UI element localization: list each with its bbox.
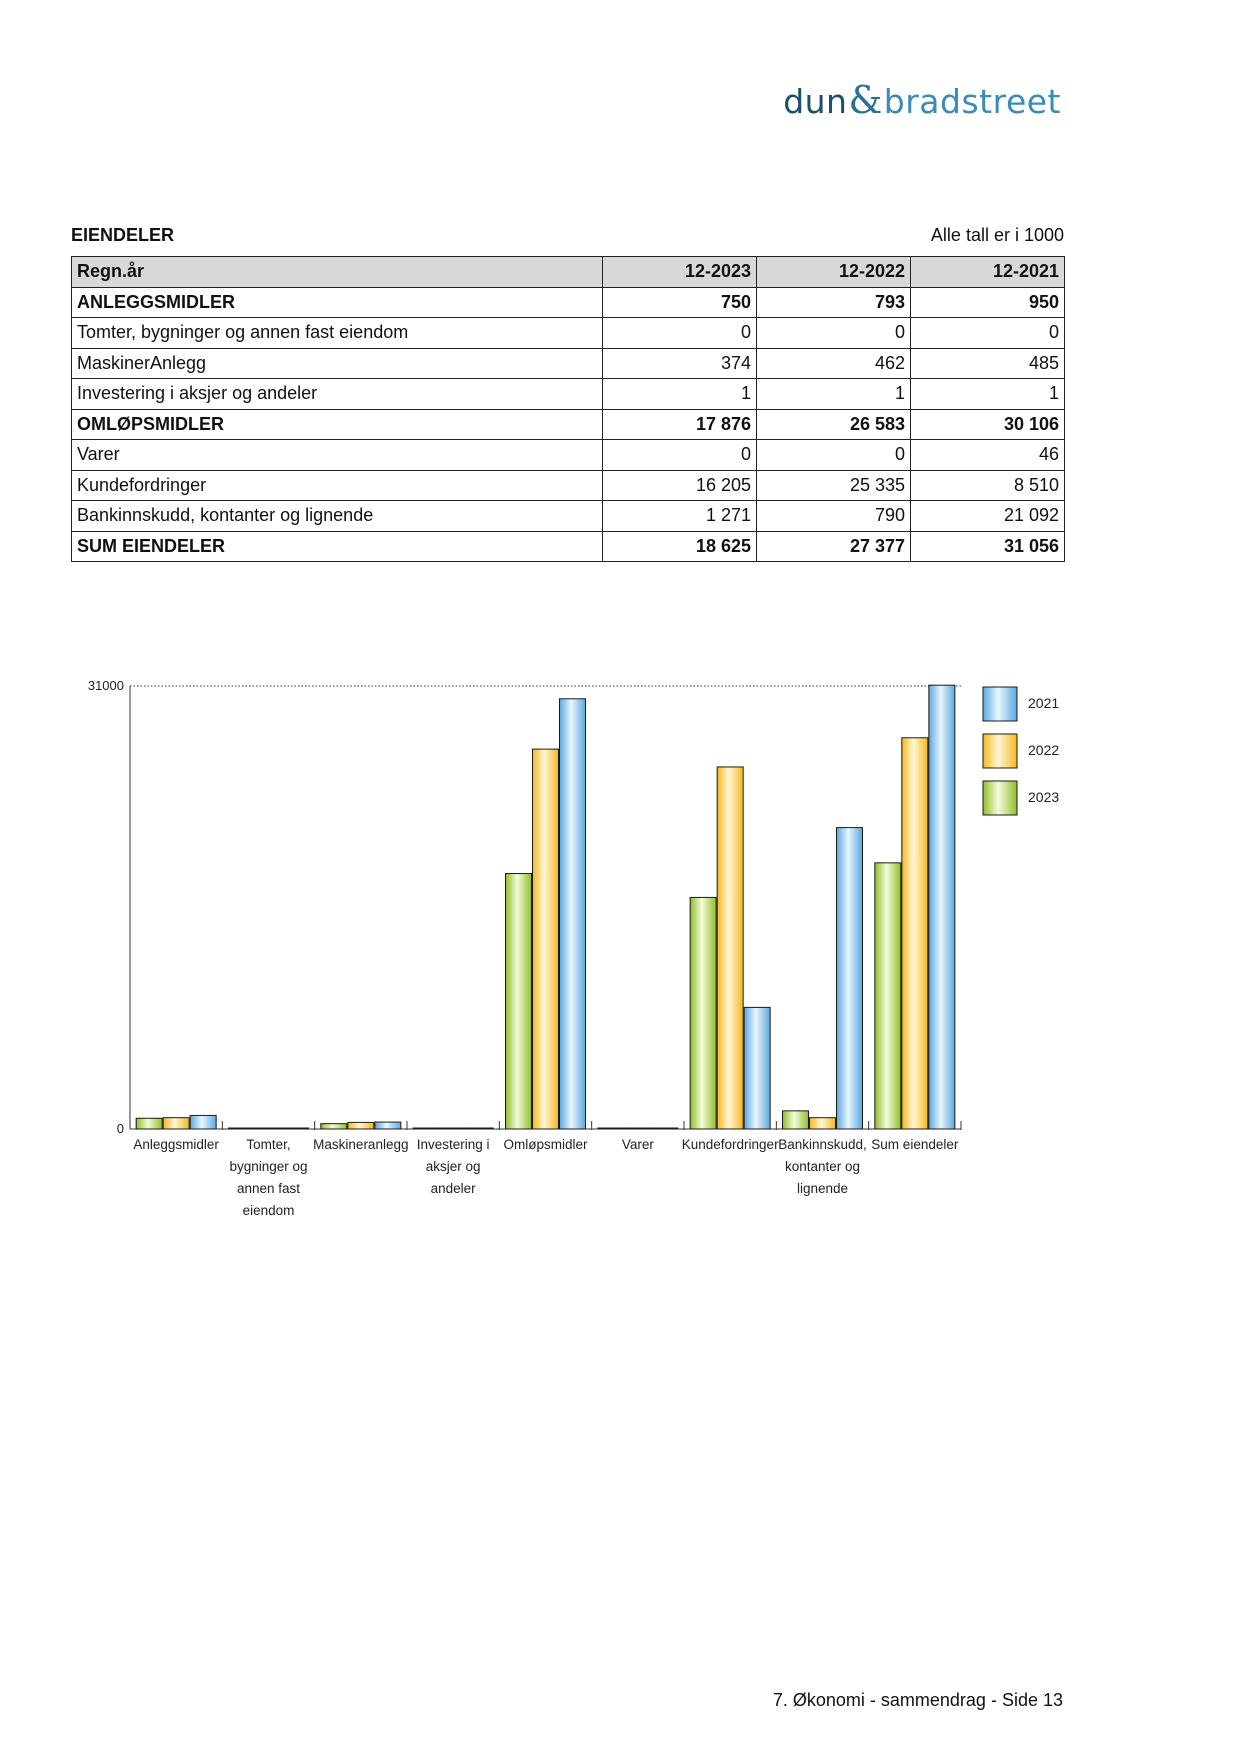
- row-value: 1 271: [603, 501, 757, 532]
- legend-swatch-2023: [983, 781, 1017, 815]
- x-category-label: Omløpsmidler: [503, 1137, 588, 1152]
- row-value: 1: [757, 379, 911, 410]
- row-value: 25 335: [757, 470, 911, 501]
- x-category-label: Investering i: [416, 1137, 490, 1152]
- row-value: 21 092: [911, 501, 1065, 532]
- bar-2022: [348, 1122, 374, 1129]
- bar-2021: [283, 1128, 309, 1129]
- legend-label: 2022: [1028, 742, 1060, 758]
- row-value: 27 377: [757, 531, 911, 562]
- table-row: [72, 470, 1065, 501]
- bar-2022: [902, 738, 928, 1129]
- row-label: Varer: [72, 440, 603, 471]
- x-category-label: Anleggsmidler: [133, 1137, 219, 1152]
- table-row: [72, 440, 1065, 471]
- bar-2023: [136, 1118, 162, 1129]
- unit-note: Alle tall er i 1000: [930, 225, 1064, 245]
- row-label: Tomter, bygninger og annen fast eiendom: [72, 318, 603, 349]
- bar-2021: [560, 699, 586, 1129]
- row-value: 8 510: [911, 470, 1065, 501]
- section-title: EIENDELER: [71, 225, 175, 245]
- bar-2021: [652, 1128, 678, 1129]
- row-value: 30 106: [911, 409, 1065, 440]
- bar-2023: [783, 1111, 809, 1129]
- bar-2022: [625, 1128, 651, 1129]
- row-label: SUM EIENDELER: [72, 531, 603, 562]
- row-value: 26 583: [757, 409, 911, 440]
- x-category-label: kontanter og: [784, 1159, 861, 1174]
- bar-2023: [875, 863, 901, 1129]
- legend-label: 2021: [1028, 695, 1060, 711]
- x-category-label: Maskineranlegg: [313, 1137, 409, 1152]
- table-row: [72, 348, 1065, 379]
- x-category-label: Kundefordringer: [681, 1137, 779, 1152]
- row-value: 1: [603, 379, 757, 410]
- bar-2022: [163, 1118, 189, 1129]
- row-label: Kundefordringer: [72, 470, 603, 501]
- bar-2021: [929, 685, 955, 1129]
- bar-2022: [810, 1118, 836, 1129]
- bar-2023: [690, 897, 716, 1129]
- bar-2021: [837, 828, 863, 1129]
- x-category-label: lignende: [796, 1181, 849, 1196]
- table-row: [72, 379, 1065, 410]
- row-label: OMLØPSMIDLER: [72, 409, 603, 440]
- dun-bradstreet-logo: [783, 78, 1061, 122]
- legend-label: 2023: [1028, 789, 1060, 805]
- row-label: ANLEGGSMIDLER: [72, 287, 603, 318]
- row-value: 0: [757, 440, 911, 471]
- x-category-label: Tomter,: [246, 1137, 291, 1152]
- row-value: 46: [911, 440, 1065, 471]
- table-row: [72, 409, 1065, 440]
- row-value: 462: [757, 348, 911, 379]
- bar-2021: [744, 1007, 770, 1129]
- header-2021: 12-2021: [911, 257, 1065, 288]
- row-value: 0: [603, 440, 757, 471]
- row-value: 793: [757, 287, 911, 318]
- table-row: [72, 531, 1065, 562]
- y-tick-label: 31000: [87, 678, 124, 693]
- bar-2023: [321, 1124, 347, 1129]
- row-value: 374: [603, 348, 757, 379]
- row-value: 0: [757, 318, 911, 349]
- x-category-label: Varer: [621, 1137, 654, 1152]
- logo-text-dun: dun: [783, 82, 848, 121]
- row-value: 18 625: [603, 531, 757, 562]
- row-label: MaskinerAnlegg: [72, 348, 603, 379]
- table-row: [72, 501, 1065, 532]
- header-2022: 12-2022: [757, 257, 911, 288]
- header-2023: 12-2023: [603, 257, 757, 288]
- row-value: 31 056: [911, 531, 1065, 562]
- legend-swatch-2021: [983, 687, 1017, 721]
- x-category-label: annen fast: [236, 1181, 301, 1196]
- legend-swatch-2022: [983, 734, 1017, 768]
- row-value: 950: [911, 287, 1065, 318]
- table-row: [72, 318, 1065, 349]
- row-value: 17 876: [603, 409, 757, 440]
- table-header-row: [72, 257, 1065, 288]
- bar-2022: [256, 1128, 282, 1129]
- x-category-label: eiendom: [242, 1203, 295, 1218]
- header-year-label: Regn.år: [72, 257, 603, 288]
- row-value: 0: [603, 318, 757, 349]
- bar-2023: [506, 874, 532, 1129]
- row-value: 750: [603, 287, 757, 318]
- row-value: 485: [911, 348, 1065, 379]
- y-tick-label: 0: [116, 1121, 124, 1136]
- bar-2022: [533, 749, 559, 1129]
- x-category-label: bygninger og: [229, 1159, 308, 1174]
- page-footer: 7. Økonomi - sammendrag - Side 13: [772, 1690, 1063, 1710]
- bar-2023: [598, 1128, 624, 1129]
- bar-2022: [717, 767, 743, 1129]
- row-label: Bankinnskudd, kontanter og lignende: [72, 501, 603, 532]
- bar-2021: [467, 1128, 493, 1129]
- row-value: 790: [757, 501, 911, 532]
- bar-2023: [413, 1128, 439, 1129]
- row-label: Investering i aksjer og andeler: [72, 379, 603, 410]
- table-row: [72, 287, 1065, 318]
- bar-2022: [440, 1128, 466, 1129]
- x-category-label: Sum eiendeler: [871, 1137, 959, 1152]
- bar-2021: [190, 1115, 216, 1129]
- logo-text-bradstreet: bradstreet: [883, 82, 1061, 121]
- logo-ampersand: &: [848, 78, 883, 122]
- assets-table: [71, 256, 1065, 562]
- bar-2023: [229, 1128, 255, 1129]
- x-category-label: aksjer og: [425, 1159, 481, 1174]
- row-value: 16 205: [603, 470, 757, 501]
- row-value: 0: [911, 318, 1065, 349]
- row-value: 1: [911, 379, 1065, 410]
- bar-2021: [375, 1122, 401, 1129]
- x-category-label: andeler: [430, 1181, 476, 1196]
- x-category-label: Bankinnskudd,: [778, 1137, 867, 1152]
